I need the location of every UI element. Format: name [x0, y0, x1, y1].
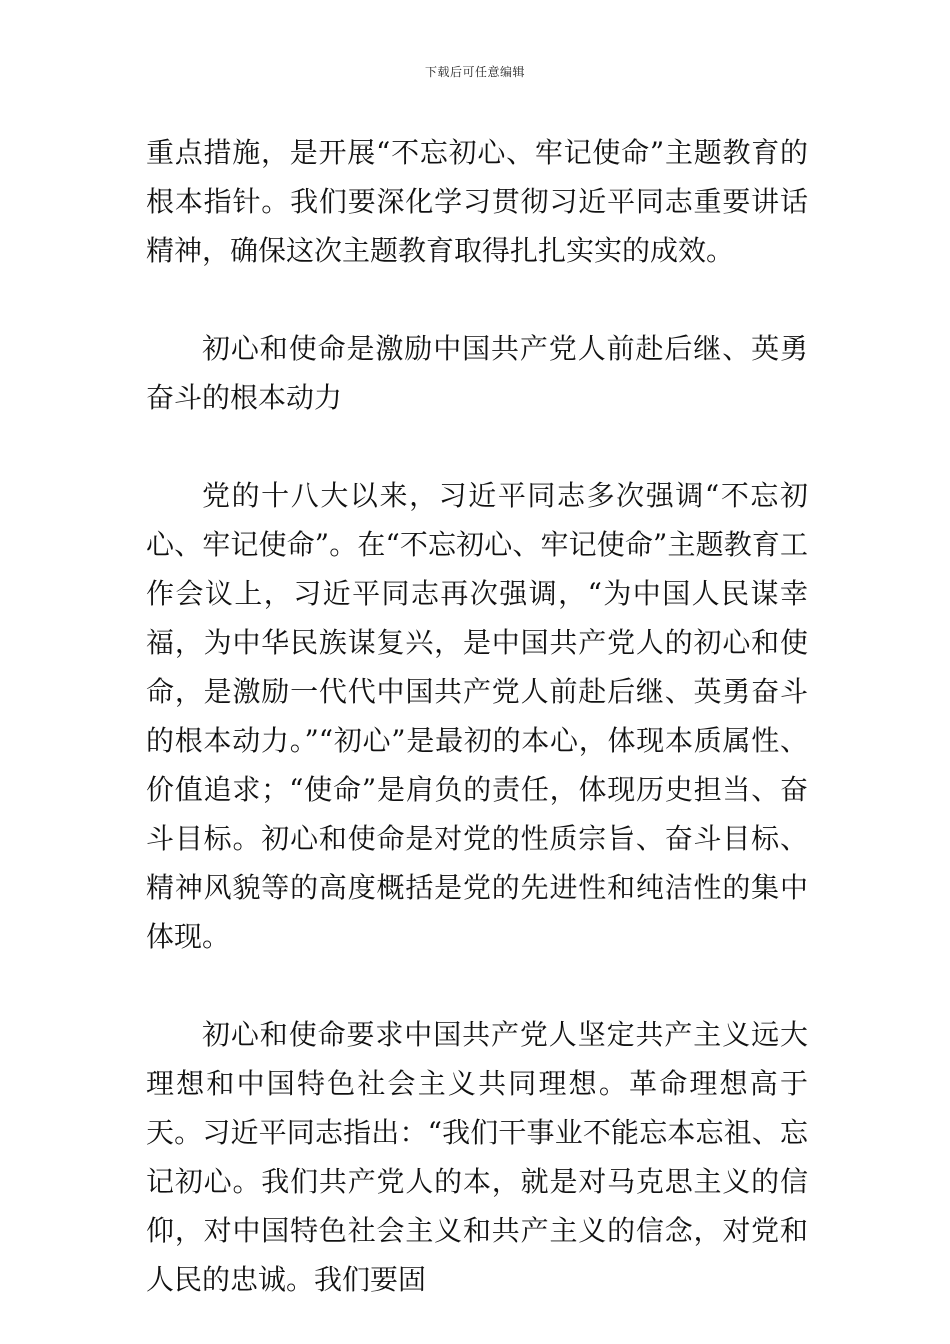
- paragraph-spacer: [146, 275, 808, 324]
- paragraph-spacer: [146, 422, 808, 471]
- page-header-note: 下载后可任意编辑: [424, 65, 525, 79]
- paragraph-body: 初心和使命要求中国共产党人坚定共产主义远大理想和中国特色社会主义共同理想。革命理想高于天。习近平同志指出：“我们干事业不能忘本忘祖、忘记初心。我们共产党人的本，就是对马克思主义的信仰，对中国特色社会主义和共产主义的信念，对党和人民的忠诚。我们要固: [146, 1018, 808, 1296]
- paragraph-spacer: [146, 961, 808, 1010]
- section-heading-paragraph: 初心和使命是激励中国共产党人前赴后继、英勇奋斗的根本动力: [146, 332, 808, 414]
- document-body: [146, 128, 808, 1304]
- paragraph-body: 党的十八大以来，习近平同志多次强调“不忘初心、牢记使命”。在“不忘初心、牢记使命”主题教育工作会议上，习近平同志再次强调，“为中国人民谋幸福，为中华民族谋复兴，是中国共产党人的初心和使命，是激励一代代中国共产党人前赴后继、英勇奋斗的根本动力。”“初心”是最初的本心，体现本质属性、价值追求；“使命”是肩负的责任，体现历史担当、奋斗目标。初心和使命是对党的性质宗旨、奋斗目标、精神风貌等的高度概括是党的先进性和纯洁性的集中体现。: [146, 479, 808, 953]
- paragraph-continued: 重点措施，是开展“不忘初心、牢记使命”主题教育的根本指针。我们要深化学习贯彻习近平同志重要讲话精神，确保这次主题教育取得扎扎实实的成效。: [146, 136, 808, 267]
